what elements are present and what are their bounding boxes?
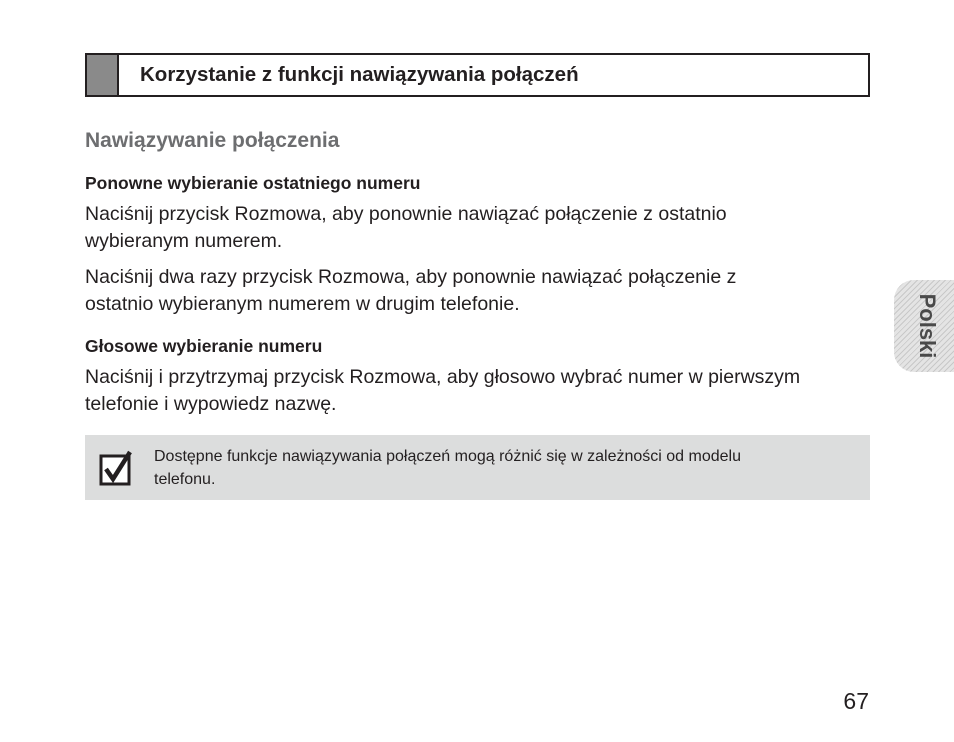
language-tab-label: Polski — [915, 293, 940, 359]
note-line: Dostępne funkcje nawiązywania połączeń mogą różnić się w zależności od modelu — [154, 448, 741, 465]
note-line: telefonu. — [154, 471, 216, 488]
header-marker — [87, 55, 119, 95]
redial-paragraph-1 — [85, 201, 875, 255]
redial-heading: Ponowne wybieranie ostatniego numeru — [85, 173, 421, 193]
voice-dial-heading: Głosowe wybieranie numeru — [85, 336, 323, 356]
voice-dial-paragraph — [85, 364, 875, 418]
checkmark-box-icon — [99, 450, 133, 486]
page-number: 67 — [843, 688, 869, 714]
paragraph-line: Naciśnij i przytrzymaj przycisk Rozmowa, aby głosowo wybrać numer w pierwszym — [85, 366, 801, 388]
section-header — [85, 53, 870, 97]
redial-paragraph-2 — [85, 264, 875, 318]
paragraph-line: telefonie i wypowiedz nazwę. — [85, 393, 337, 415]
paragraph-line: wybieranym numerem. — [85, 230, 283, 252]
note-text — [154, 445, 741, 491]
paragraph-line: Naciśnij dwa razy przycisk Rozmowa, aby ponownie nawiązać połączenie z — [85, 266, 737, 288]
language-tab — [894, 280, 954, 372]
page-title: Korzystanie z funkcji nawiązywania połączeń — [140, 63, 579, 86]
paragraph-line: ostatnio wybieranym numerem w drugim telefonie. — [85, 293, 520, 315]
section-heading: Nawiązywanie połączenia — [85, 129, 340, 152]
note-box — [85, 435, 870, 500]
paragraph-line: Naciśnij przycisk Rozmowa, aby ponownie nawiązać połączenie z ostatnio — [85, 203, 727, 225]
